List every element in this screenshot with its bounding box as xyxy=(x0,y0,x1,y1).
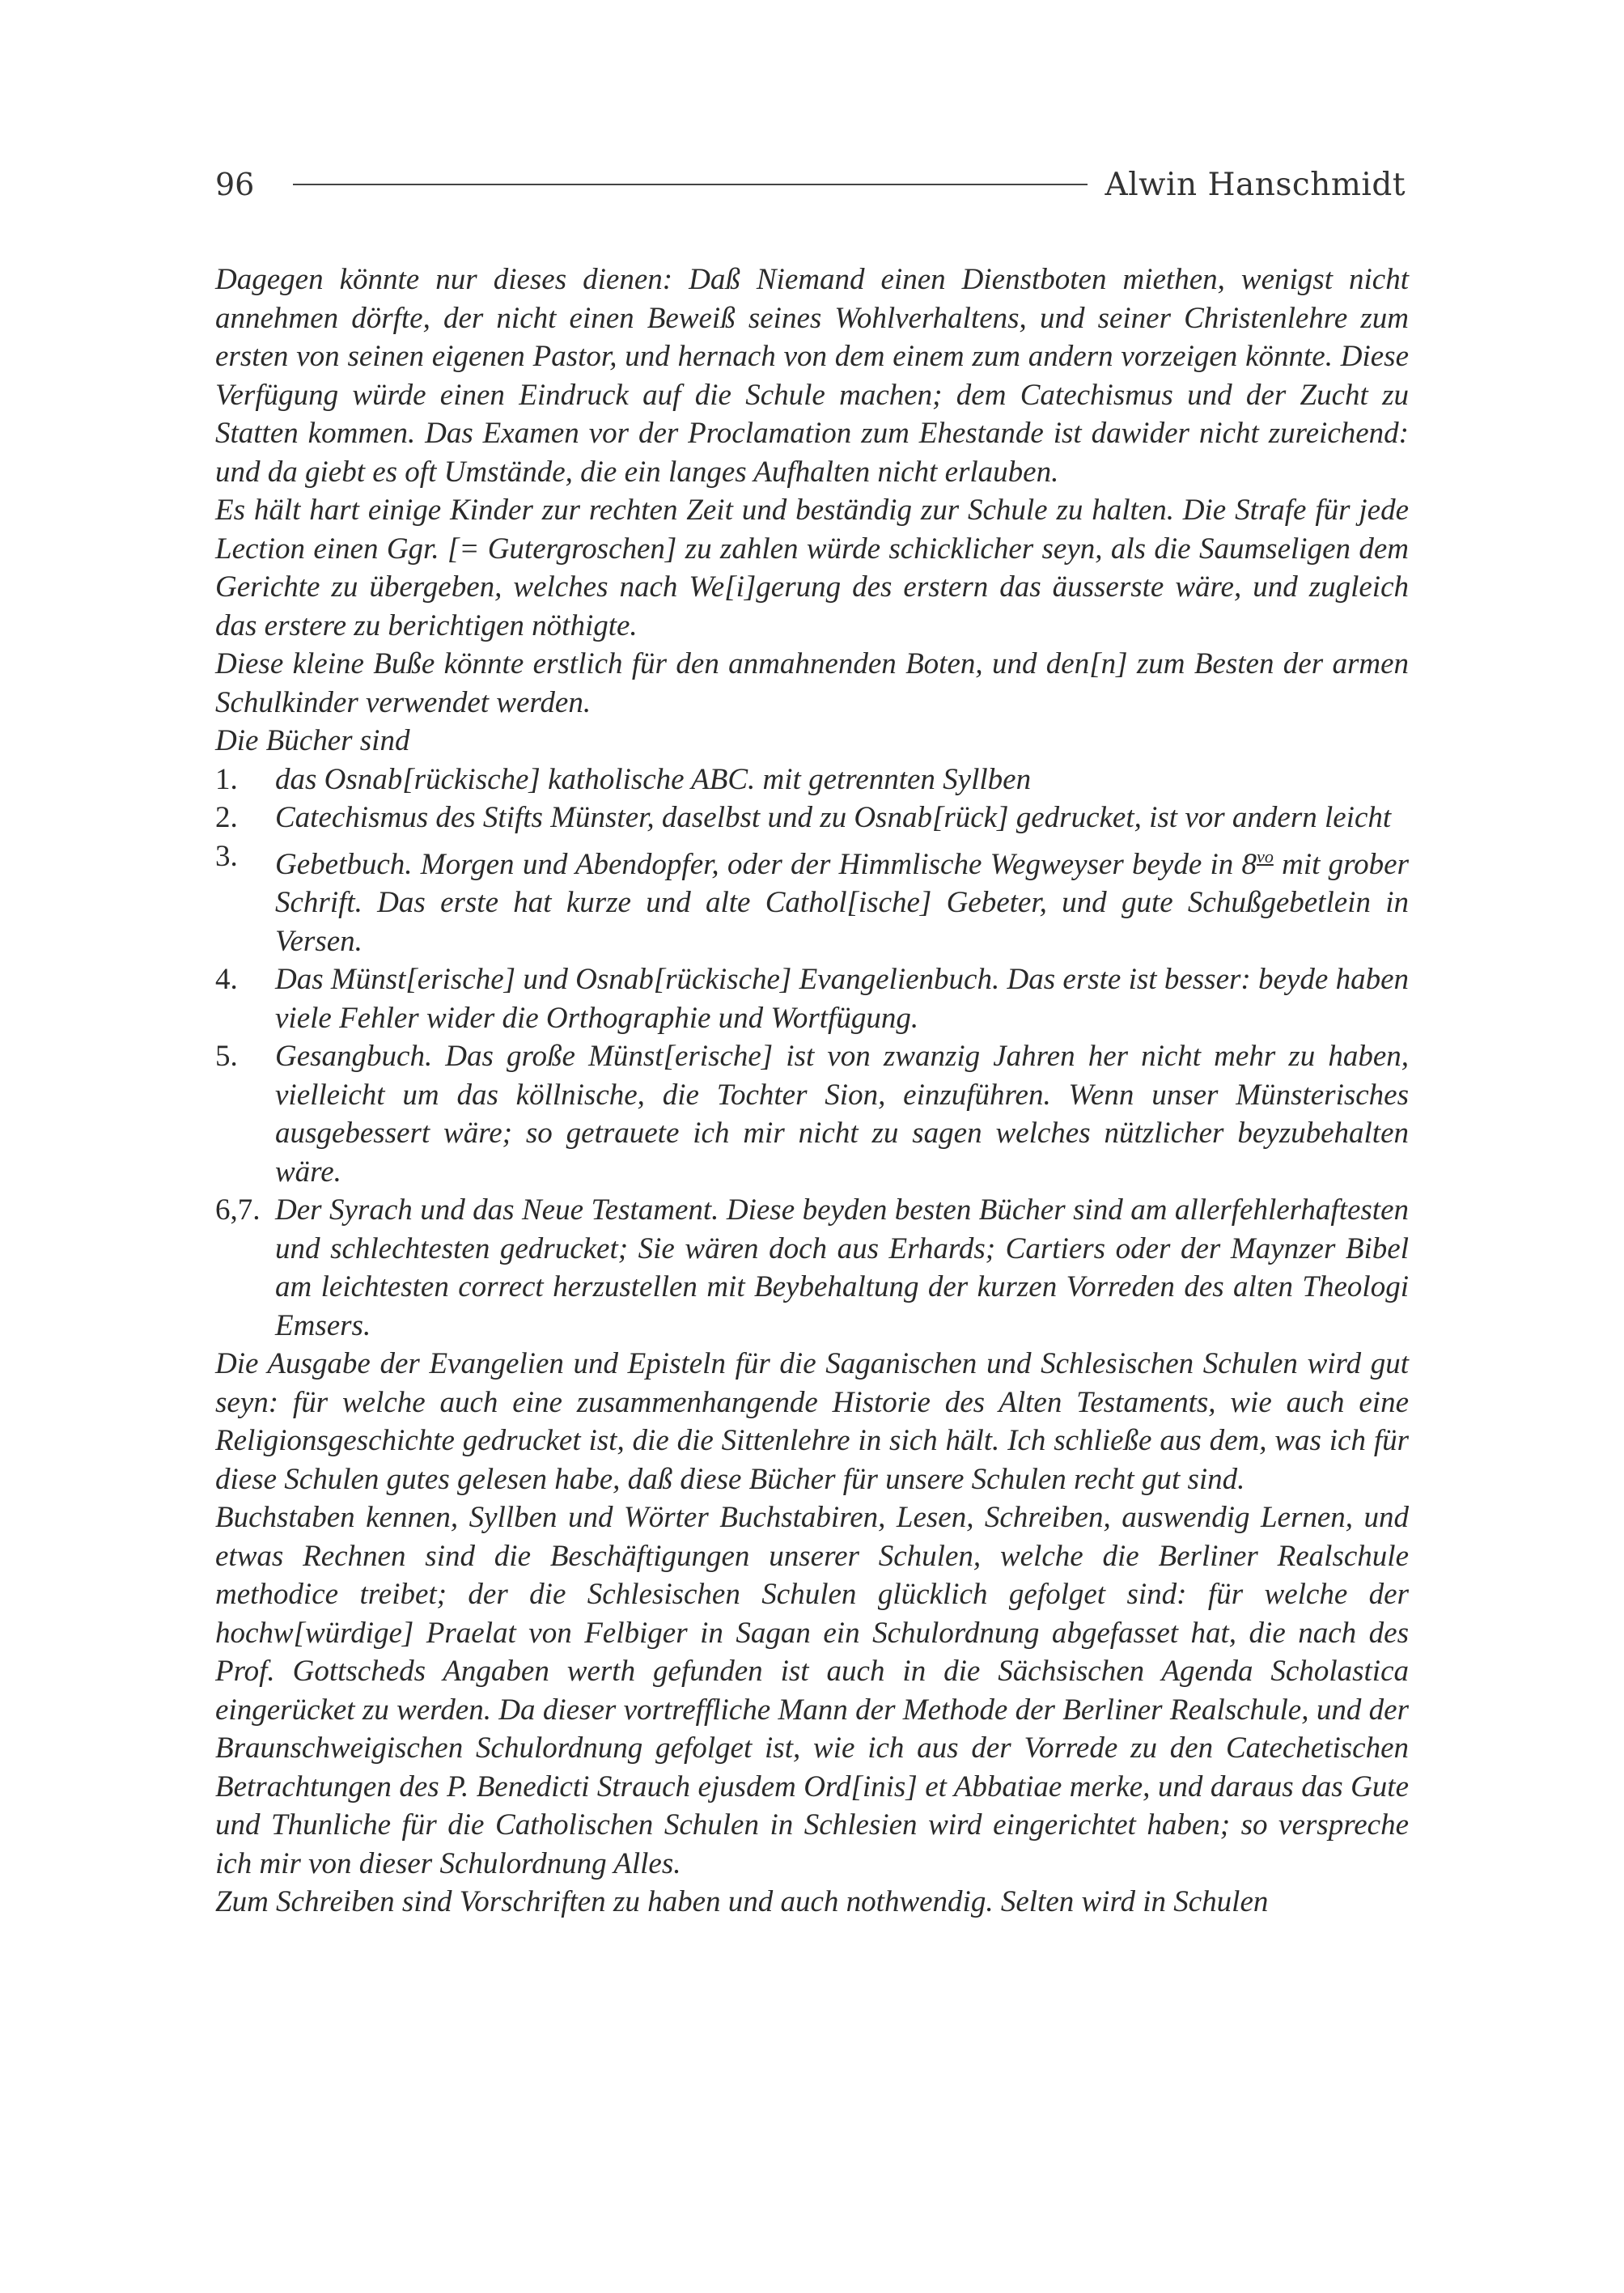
paragraph: Zum Schreiben sind Vorschriften zu haben und auch nothwendig. Selten wird in Schulen xyxy=(215,1885,1269,1918)
list-number: 1. xyxy=(215,762,238,796)
book-list-item xyxy=(215,1191,1409,1345)
superscript-vo: vo xyxy=(1257,846,1274,867)
list-number: 2. xyxy=(215,801,238,834)
list-text: Das Münst[erische] und Osnab[rückische] Evangelienbuch. Das erste ist besser: beyde haben viele Fehler wider die Orthographie und Wortfügung. xyxy=(275,963,1409,1035)
page-header xyxy=(215,162,1406,207)
paragraph: Diese kleine Buße könnte erstlich für den anmahnenden Boten, und den[n] zum Besten der armen Schulkinder verwendet werden. xyxy=(215,647,1409,719)
paragraph: Dagegen könnte nur dieses dienen: Daß Niemand einen Dienstboten miethen, wenigst nicht annehmen dörfte, der nicht einen Beweiß seines Wohlverhaltens, und seiner Christenlehre zum ersten von seinen eigenen Pastor, und hernach von dem einem zum andern vorzeigen könnte. Diese Verfügung würde einen Eindruck auf die Schule machen; dem Catechismus und der Zucht zu Statten kommen. Das Examen vor der Proclamation zum Ehestande ist dawider nicht zureichend: und da giebt es oft Umstände, die ein langes Aufhalten nicht erlauben. xyxy=(215,263,1409,489)
paragraph: Buchstaben kennen, Syllben und Wörter Buchstabiren, Lesen, Schreiben, auswendig Lernen, und etwas Rechnen sind die Beschäftigungen unserer Schulen, welche die Berliner Realschule methodice treibet; der die Schlesischen Schulen glücklich gefolget sind: für welche der hochw[würdige] Praelat von Felbiger in Sagan ein Schulordnung abgefasset hat, die nach des Prof. Gottscheds Angaben werth gefunden ist auch in die Sächsischen Agenda Scholastica eingerücket zu werden. Da dieser vortreffliche Mann der Methode der Berliner Realschule, und der Braunschweigischen Schulordnung gefolget ist, wie ich aus der Vorrede zu den Catechetischen Betrachtungen des P. Benedicti Strauch ejusdem Ord[inis] et Abbatiae merke, und daraus das Gute und Thunliche für die Catholischen Schulen in Schlesien wird eingerichtet haben; so verspreche ich mir von dieser Schulordnung Alles. xyxy=(215,1501,1409,1880)
book-list-item xyxy=(215,960,1409,1037)
list-text: Catechismus des Stifts Münster, daselbst und zu Osnab[rück] gedrucket, ist vor andern leicht xyxy=(275,801,1392,834)
list-text-after: mit grober Schrift. Das erste hat kurze und alte Cathol[ische] Gebeter, und gute Schußgebetlein in Versen. xyxy=(275,847,1409,958)
list-number: 3. xyxy=(215,839,238,873)
book-list-item xyxy=(215,761,1409,799)
book-list-item xyxy=(215,799,1409,837)
list-text-before: Gebetbuch. Morgen und Abendopfer, oder der Himmlische Wegweyser beyde in 8 xyxy=(275,847,1257,881)
paragraph: Die Ausgabe der Evangelien und Episteln für die Saganischen und Schlesischen Schulen wird gut seyn: für welche auch eine zusammenhangende Historie des Alten Testaments, wie auch eine Religionsgeschichte gedrucket ist, die die Sittenlehre in sich hält. Ich schließe aus dem, was ich für diese Schulen gutes gelesen habe, daß diese Bücher für unsere Schulen recht gut sind. xyxy=(215,1347,1409,1496)
list-text: Gesangbuch. Das große Münst[erische] ist von zwanzig Jahren her nicht mehr zu haben, vielleicht um das köllnische, die Tochter Sion, einzuführen. Wenn unser Münsterisches ausgebessert wäre; so getrauete ich mir nicht zu sagen welches nützlicher beyzubehalten wäre. xyxy=(275,1040,1409,1189)
body-text xyxy=(215,261,1409,1922)
list-number: 4. xyxy=(215,963,238,996)
list-text: das Osnab[rückische] katholische ABC. mit getrennten Syllben xyxy=(275,762,1032,796)
paragraph: Es hält hart einige Kinder zur rechten Zeit und beständig zur Schule zu halten. Die Strafe für jede Lection einen Ggr. [= Gutergroschen] zu zahlen würde schicklicher seyn, als die Saumseligen dem Gerichte zu übergeben, welches nach We[i]gerung des erstern das äusserste wäre, und zugleich das erstere zu berichtigen nöthigte. xyxy=(215,494,1409,642)
book-list-item xyxy=(215,1037,1409,1191)
list-number: 5. xyxy=(215,1040,238,1073)
paragraph: Die Bücher sind xyxy=(215,724,410,757)
list-text: Der Syrach und das Neue Testament. Diese beyden besten Bücher sind am allerfehlerhaftesten und schlechtesten gedrucket; Sie wären doch aus Erhards; Cartiers oder der Maynzer Bibel am leichtesten correct herzustellen mit Beybehaltung der kurzen Vorreden des alten Theologi Emsers. xyxy=(275,1193,1409,1342)
list-text xyxy=(275,837,1409,961)
running-head: Alwin Hanschmidt xyxy=(1105,166,1406,203)
page-number: 96 xyxy=(215,167,255,202)
header-rule xyxy=(293,184,1087,185)
list-number: 6,7. xyxy=(215,1193,261,1227)
book-list-item xyxy=(215,837,1409,961)
